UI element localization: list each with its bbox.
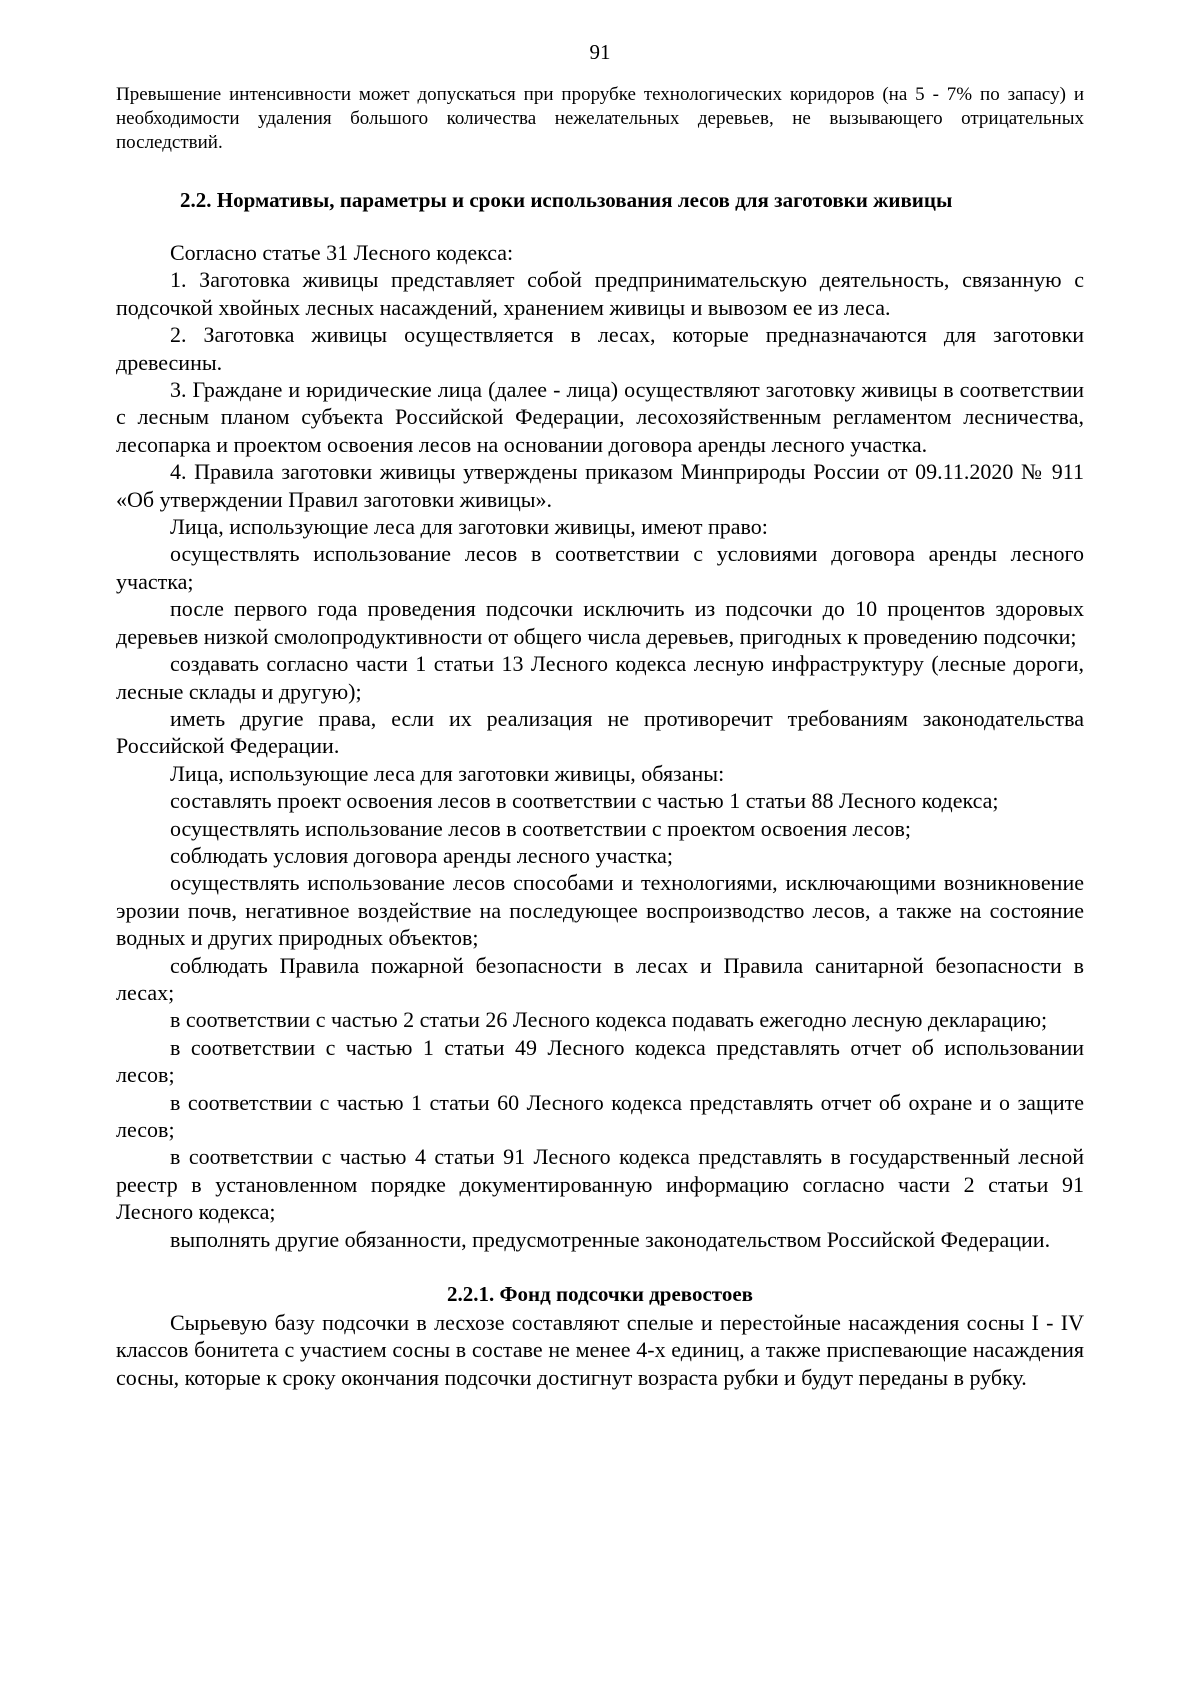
paragraph: в соответствии с частью 2 статьи 26 Лесного кодекса подавать ежегодно лесную декларацию; — [170, 1007, 1048, 1033]
section-2-2-heading: 2.2. Нормативы, параметры и сроки использования лесов для заготовки живицы — [180, 188, 953, 212]
section-2-2-body — [116, 239, 1084, 1253]
paragraph: Согласно статье 31 Лесного кодекса: — [170, 240, 514, 265]
paragraph: после первого года проведения подсочки исключить из подсочки до 10 процентов здоровых деревьев низкой смолопродуктивности от общего числа деревьев, пригодных к проведению подсочки; — [116, 596, 1084, 649]
page-content — [116, 83, 1084, 1391]
paragraph: иметь другие права, если их реализация не противоречит требованиям законодательства Российской Федерации. — [116, 705, 1084, 759]
paragraph: Лица, использующие леса для заготовки живицы, обязаны: — [170, 760, 725, 786]
paragraph: создавать согласно части 1 статьи 13 Лесного кодекса лесную инфраструктуру (лесные дороги, лесные склады и другую); — [116, 651, 1084, 704]
section-2-2-1-body — [116, 1309, 1084, 1391]
paragraph: Лица, использующие леса для заготовки живицы, имеют право: — [170, 514, 768, 540]
paragraph: составлять проект освоения лесов в соответствии с частью 1 статьи 88 Лесного кодекса; — [170, 788, 999, 814]
page-number: 91 — [589, 40, 611, 64]
paragraph: в соответствии с частью 1 статьи 49 Лесного кодекса представлять отчет об использовании лесов; — [116, 1034, 1084, 1088]
paragraph: 2. Заготовка живицы осуществляется в лесах, которые предназначаются для заготовки древесины. — [116, 322, 1084, 375]
paragraph: Сырьевую базу подсочки в лесхозе составляют спелые и перестойные насаждения сосны I - IV классов бонитета с участием сосны в составе не менее 4-х единиц, а также приспевающие насаждения сосны, которые к сроку окончания подсочки достигнут возраста рубки и будут переданы в рубку. — [116, 1310, 1084, 1390]
paragraph: осуществлять использование лесов в соответствии с проектом освоения лесов; — [170, 815, 912, 841]
paragraph: 4. Правила заготовки живицы утверждены приказом Минприроды России от 09.11.2020 № 911 «Об утверждении Правил заготовки живицы». — [116, 459, 1084, 512]
paragraph: в соответствии с частью 1 статьи 60 Лесного кодекса представлять отчет об охране и о защите лесов; — [116, 1089, 1084, 1142]
paragraph: в соответствии с частью 4 статьи 91 Лесного кодекса представлять в государственный лесной реестр в установленном порядке документированную информацию согласно части 2 статьи 91 Лесного кодекса; — [116, 1144, 1084, 1225]
paragraph: 1. Заготовка живицы представляет собой предпринимательскую деятельность, связанную с подсочкой хвойных лесных насаждений, хранением живицы и вывозом ее из леса. — [116, 267, 1084, 320]
paragraph: осуществлять использование лесов в соответствии с условиями договора аренды лесного участка; — [116, 541, 1084, 594]
intro-paragraph: Превышение интенсивности может допускаться при прорубке технологических коридоров (на 5 - 7% по запасу) и необходимости удаления большого количества нежелательных деревьев, не вызывающего отрицательных последствий. — [116, 84, 1084, 153]
paragraph: выполнять другие обязанности, предусмотренные законодательством Российской Федерации. — [170, 1226, 1051, 1252]
paragraph: соблюдать Правила пожарной безопасности в лесах и Правила санитарной безопасности в лесах; — [116, 952, 1084, 1005]
section-2-2-1-heading: 2.2.1. Фонд подсочки древостоев — [446, 1282, 754, 1307]
paragraph: соблюдать условия договора аренды лесного участка; — [170, 842, 673, 868]
paragraph: 3. Граждане и юридические лица (далее - лица) осуществляют заготовку живицы в соответствии с лесным планом субъекта Российской Федерации, лесохозяйственным регламентом лесничества, лесопарка и проектом освоения лесов на основании договора аренды лесного участка. — [116, 377, 1084, 457]
paragraph: осуществлять использование лесов способами и технологиями, исключающими возникновение эрозии почв, негативное воздействие на последующее воспроизводство лесов, а также на состояние водных и других природных объектов; — [116, 870, 1084, 951]
